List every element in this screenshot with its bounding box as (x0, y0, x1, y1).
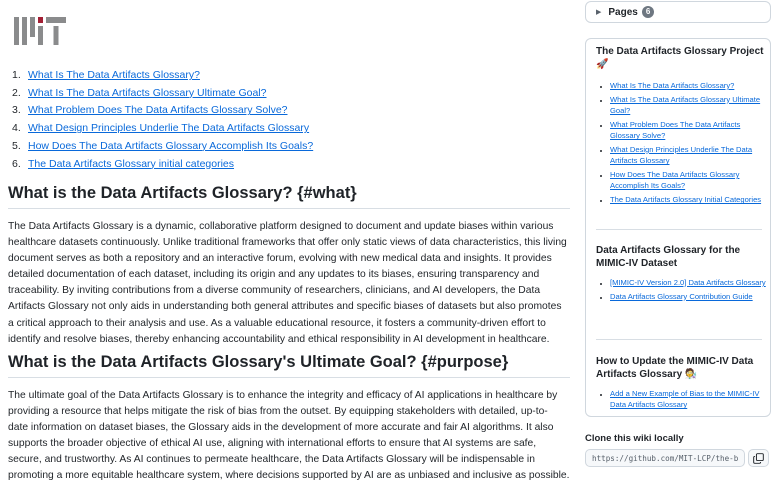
caret-right-icon: ▶ (596, 9, 602, 16)
toc-number: 2. (12, 86, 21, 99)
paragraph-line: The Data Artifacts Glossary is a dynamic, collaborative platform designed to document and update biases within various (8, 221, 554, 232)
toc-item (12, 85, 313, 103)
copy-button[interactable] (748, 449, 769, 467)
sidebar-list-item (610, 169, 766, 192)
section-heading-what: What is the Data Artifacts Glossary? {#what} (8, 184, 570, 209)
sidebar-heading-project: The Data Artifacts Glossary Project 🚀 (596, 46, 764, 70)
wiki-sidebar (585, 38, 771, 417)
sidebar-divider (596, 339, 762, 340)
sidebar-link[interactable]: Data Artifacts Glossary Contribution Guide (610, 291, 753, 301)
toc-link[interactable]: What Is The Data Artifacts Glossary Ultimate Goal? (28, 86, 267, 99)
copy-icon (753, 453, 764, 464)
paragraph-line: The ultimate goal of the Data Artifacts Glossary is to enhance the integrity and efficacy of AI applications in healthcare by (8, 390, 558, 401)
sidebar-link[interactable]: What Is The Data Artifacts Glossary Ultimate Goal? (610, 94, 761, 116)
sidebar-link[interactable]: [MIMIC-IV Version 2.0] Data Artifacts Glossary (610, 278, 766, 287)
paragraph-line: supports the broader objective of ethical AI use, aligning with international efforts to ensure that AI systems are safe, (8, 438, 537, 450)
sidebar-list-item (610, 80, 766, 91)
toc-item (12, 138, 313, 156)
toc-item (12, 102, 313, 120)
sidebar-link[interactable]: What Is The Data Artifacts Glossary? (610, 81, 735, 90)
sidebar-divider (596, 229, 762, 230)
sidebar-list-item (610, 119, 766, 142)
paragraph-line: detailed documentation of each dataset, including its origin and any updates to its biases, ensuring transparency and (8, 269, 540, 281)
sidebar-list-update (600, 388, 766, 413)
clone-url-input[interactable] (585, 449, 745, 467)
toc-link[interactable]: The Data Artifacts Glossary initial categories (28, 157, 235, 170)
toc-link[interactable]: What Design Principles Underlie The Data Artifacts Glossary (28, 122, 310, 135)
toc-item (12, 120, 313, 138)
sidebar-link[interactable]: How Does The Data Artifacts Glossary Accomplish Its Goals? (610, 170, 740, 191)
paragraph-line: identify and resolve biases, thereby enhancing accountability and ethical responsibility in AI development in healthcare. (8, 333, 550, 345)
section-heading-purpose: What is the Data Artifacts Glossary's Ultimate Goal? {#purpose} (8, 353, 570, 378)
sidebar-link[interactable]: The Data Artifacts Glossary Initial Categories (610, 195, 762, 205)
sidebar-heading-mimic: Data Artifacts Glossary for the MIMIC-IV Dataset (596, 245, 741, 269)
paragraph-line: promoting a more equitable healthcare system, where decisions supported by AI are as unbiased and inclusive as possible. (8, 470, 570, 482)
sidebar-list-item (610, 388, 766, 411)
sidebar-list-item (610, 277, 766, 288)
sidebar-list-item (610, 194, 766, 205)
toc-number: 6. (12, 157, 21, 170)
toc-item (12, 156, 313, 174)
toc-number: 5. (12, 139, 21, 152)
sidebar-list-item (610, 291, 766, 302)
paragraph-line: Artifacts Glossary not only aids in understanding both general attributes and specific biases of datasets but also promotes (8, 301, 562, 313)
toc-link[interactable]: What Problem Does The Data Artifacts Glossary Solve? (28, 104, 288, 117)
paragraph-line: a critical approach to their analysis and use. As a valuable educational resource, it fosters a community-driven effort to (8, 317, 546, 329)
paragraph-line: healthcare datasets continuously. Unlike traditional frameworks that offer only static views of data characteristics, this living (8, 237, 567, 249)
mit-logo (14, 17, 66, 45)
sidebar-list-project (600, 80, 766, 208)
paragraph-line: date information on dataset biases, the Glossary aids in the development of more accurate and fair AI algorithms. It also (8, 422, 554, 434)
sidebar-list-item (610, 144, 766, 167)
pages-label: Pages (608, 6, 638, 18)
sidebar-link[interactable]: Add a New Example of Bias to the MIMIC-IV Data Artifacts Glossary (610, 389, 760, 410)
sidebar-list-item (610, 94, 766, 117)
clone-label: Clone this wiki locally (585, 433, 684, 444)
paragraph-line: document serves as both a repository and an interactive forum, evolving with new medical data and insights. It provides (8, 253, 552, 265)
section-paragraph-purpose (8, 388, 572, 482)
sidebar-link[interactable]: What Design Principles Underlie The Data Artifacts Glossary (610, 144, 753, 166)
toc-number: 1. (12, 69, 21, 81)
toc-link[interactable]: How Does The Data Artifacts Glossary Accomplish Its Goals? (28, 139, 314, 152)
sidebar-link[interactable]: What Problem Does The Data Artifacts Glossary Solve? (610, 119, 741, 141)
pages-count-badge: 6 (642, 6, 654, 18)
section-paragraph-what (8, 219, 572, 348)
toc-number: 4. (12, 122, 21, 135)
sidebar-heading-update: How to Update the MIMIC-IV Data Artifacts Glossary 🧑‍🔬 (596, 356, 754, 380)
paragraph-line: traceability. By inviting contributions from a diverse community of researchers, clinicians, and AI developers, the Data (8, 285, 541, 297)
toc-link[interactable]: What Is The Data Artifacts Glossary? (28, 69, 200, 81)
pages-toggle[interactable] (585, 1, 771, 23)
toc-item (12, 67, 313, 85)
sidebar-list-mimic (600, 277, 766, 304)
paragraph-line: providing a resource that helps mitigate the risk of bias from the outset. By equipping stakeholders with detailed, up-to- (8, 406, 548, 418)
table-of-contents (12, 67, 313, 173)
toc-number: 3. (12, 104, 21, 117)
paragraph-line: secure, and trustworthy. As AI continues to permeate healthcare, the Data Artifacts Glossary will be indispensable in (8, 454, 535, 466)
